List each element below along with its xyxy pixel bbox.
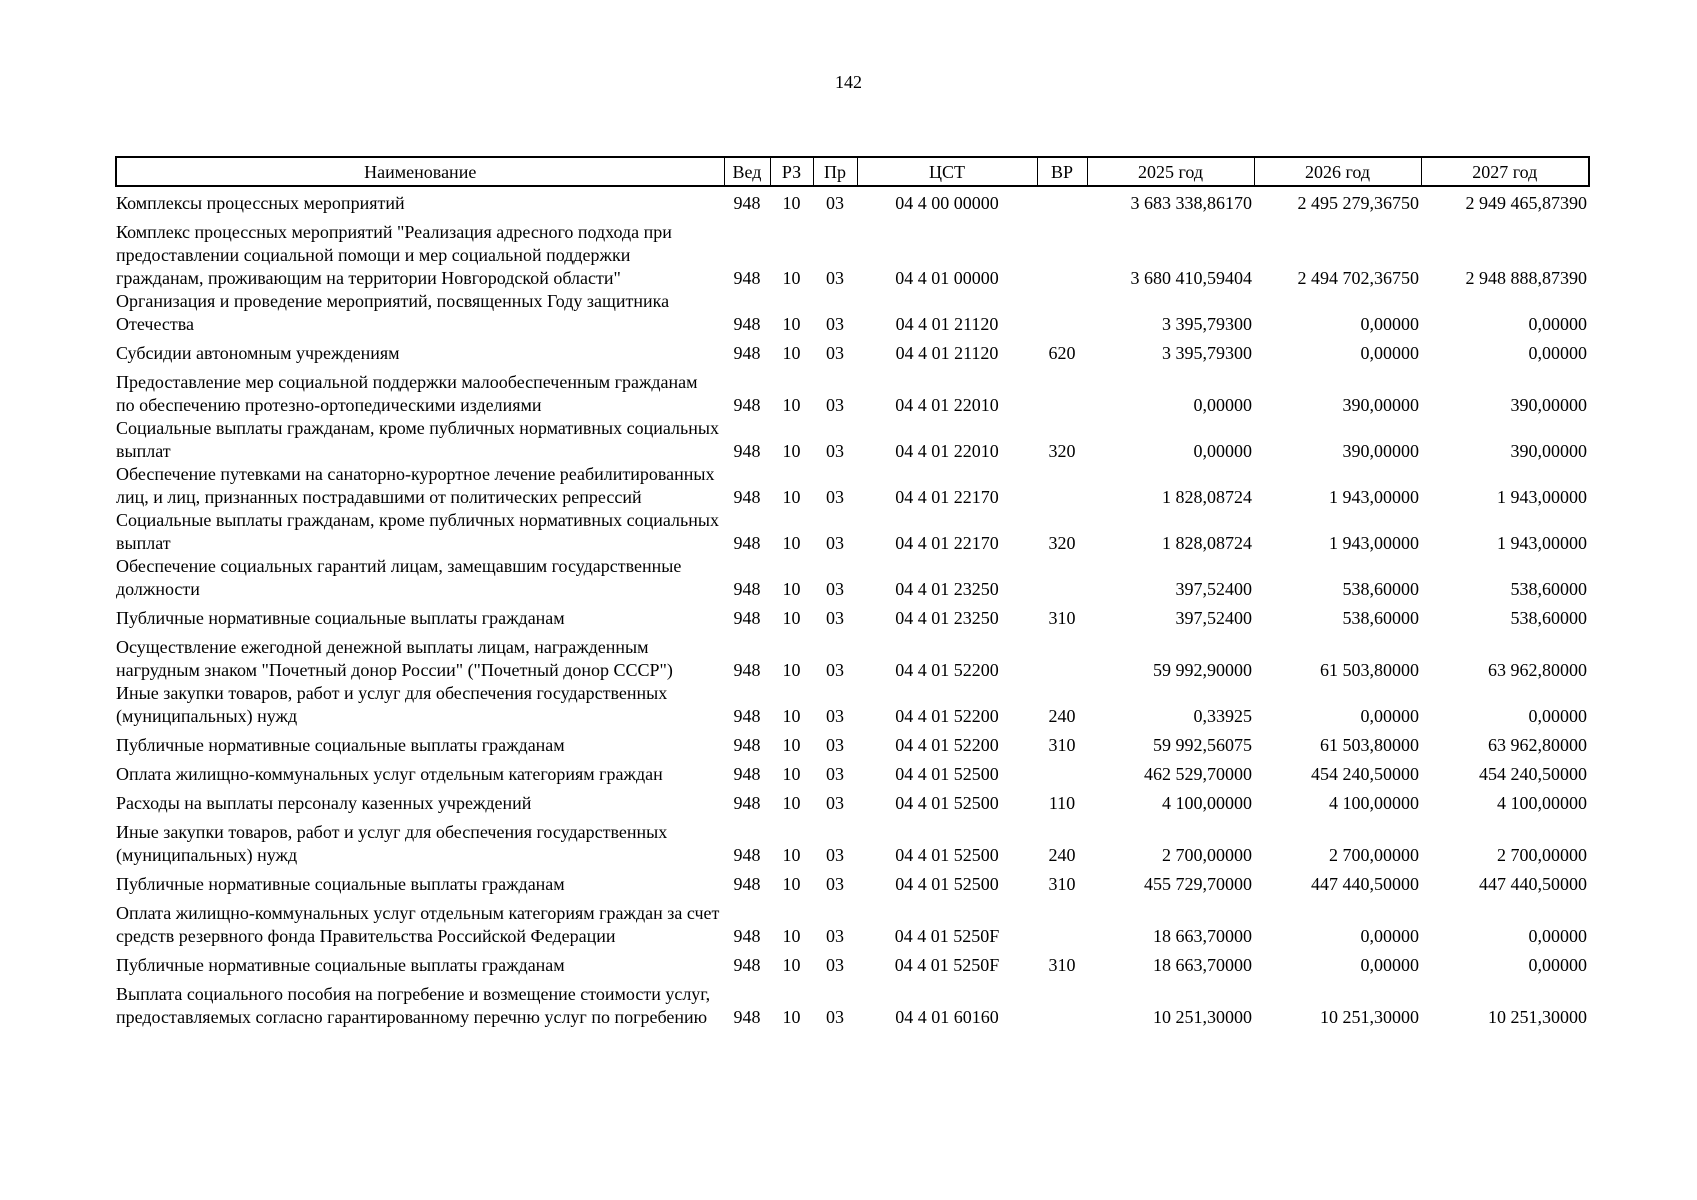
row-name: Иные закупки товаров, работ и услуг для обеспечения государственных (муниципальных) нужд <box>116 683 668 726</box>
row-2027: 2 949 465,87390 <box>1465 193 1587 213</box>
row-cst: 04 4 01 52500 <box>895 845 999 865</box>
row-name: Субсидии автономным учреждениям <box>116 343 400 363</box>
row-cst: 04 4 01 52500 <box>895 874 999 894</box>
row-pr: 03 <box>826 533 844 553</box>
row-pr: 03 <box>826 193 844 213</box>
table-header-row <box>116 157 1589 186</box>
row-vr <box>1037 290 1087 336</box>
row-vr: 310 <box>1048 874 1076 894</box>
row-name: Публичные нормативные социальные выплаты гражданам <box>116 608 565 628</box>
row-2027: 10 251,30000 <box>1488 1007 1587 1027</box>
row-2025: 4 100,00000 <box>1162 793 1252 813</box>
row-pr: 03 <box>826 343 844 363</box>
row-rz: 10 <box>782 706 801 726</box>
row-ved: 948 <box>733 955 761 975</box>
table-row <box>116 186 1589 215</box>
row-2027: 1 943,00000 <box>1497 487 1587 507</box>
row-ved: 948 <box>733 764 761 784</box>
row-pr: 03 <box>826 845 844 865</box>
page-number: 142 <box>835 72 862 92</box>
row-2026: 390,00000 <box>1342 395 1419 415</box>
row-2026: 447 440,50000 <box>1311 874 1419 894</box>
row-ved: 948 <box>733 706 761 726</box>
row-name: Иные закупки товаров, работ и услуг для обеспечения государственных (муниципальных) нужд <box>116 822 668 865</box>
header-rz: РЗ <box>770 157 813 186</box>
table-row <box>116 417 1589 463</box>
row-2027: 0,00000 <box>1528 314 1587 334</box>
row-2026: 0,00000 <box>1360 926 1419 946</box>
row-pr: 03 <box>826 487 844 507</box>
table-row <box>116 757 1589 786</box>
row-rz: 10 <box>782 533 801 553</box>
row-rz: 10 <box>782 1007 801 1027</box>
row-pr: 03 <box>826 660 844 680</box>
row-cst: 04 4 01 21120 <box>895 343 999 363</box>
row-rz: 10 <box>782 926 801 946</box>
row-cst: 04 4 01 5250F <box>894 926 1000 946</box>
row-2026: 2 495 279,36750 <box>1297 193 1419 213</box>
row-name: Публичные нормативные социальные выплаты гражданам <box>116 874 565 894</box>
row-name: Комплексы процессных мероприятий <box>116 193 405 213</box>
row-name: Организация и проведение мероприятий, посвященных Году защитника Отечества <box>116 291 670 334</box>
row-ved: 948 <box>733 268 761 288</box>
table-row <box>116 948 1589 977</box>
header-pr: Пр <box>813 157 857 186</box>
table-row <box>116 509 1589 555</box>
table-row <box>116 555 1589 601</box>
row-2025: 397,52400 <box>1175 579 1252 599</box>
row-2027: 538,60000 <box>1510 579 1587 599</box>
budget-table <box>115 156 1590 1029</box>
row-2027: 63 962,80000 <box>1488 735 1587 755</box>
row-pr: 03 <box>826 955 844 975</box>
table-row <box>116 630 1589 682</box>
table-row <box>116 365 1589 417</box>
row-rz: 10 <box>782 793 801 813</box>
row-pr: 03 <box>826 579 844 599</box>
row-2025: 455 729,70000 <box>1144 874 1252 894</box>
row-2027: 454 240,50000 <box>1479 764 1587 784</box>
table-row <box>116 215 1589 290</box>
row-2025: 2 700,00000 <box>1162 845 1252 865</box>
row-2027: 0,00000 <box>1528 706 1587 726</box>
row-2027: 0,00000 <box>1528 926 1587 946</box>
row-2025: 3 680 410,59404 <box>1130 268 1252 288</box>
row-2027: 4 100,00000 <box>1497 793 1587 813</box>
row-cst: 04 4 00 00000 <box>895 193 999 213</box>
row-vr: 240 <box>1048 845 1076 865</box>
row-pr: 03 <box>826 268 844 288</box>
row-2025: 397,52400 <box>1175 608 1252 628</box>
row-name: Расходы на выплаты персоналу казенных учреждений <box>116 793 532 813</box>
row-rz: 10 <box>782 487 801 507</box>
row-rz: 10 <box>782 764 801 784</box>
row-2025: 18 663,70000 <box>1153 926 1252 946</box>
row-rz: 10 <box>782 955 801 975</box>
row-pr: 03 <box>826 764 844 784</box>
row-ved: 948 <box>733 735 761 755</box>
row-rz: 10 <box>782 343 801 363</box>
row-ved: 948 <box>733 314 761 334</box>
row-cst: 04 4 01 23250 <box>895 608 999 628</box>
header-cst: ЦСТ <box>857 157 1037 186</box>
row-rz: 10 <box>782 579 801 599</box>
row-ved: 948 <box>733 487 761 507</box>
row-cst: 04 4 01 22010 <box>895 395 999 415</box>
row-vr <box>1037 630 1087 682</box>
row-vr: 310 <box>1048 608 1076 628</box>
table-row <box>116 601 1589 630</box>
row-pr: 03 <box>826 706 844 726</box>
row-2025: 3 683 338,86170 <box>1130 193 1252 213</box>
row-ved: 948 <box>733 533 761 553</box>
row-name: Оплата жилищно-коммунальных услуг отдельным категориям граждан за счет средств резервного фонда Правительства Российской Федерации <box>116 903 720 946</box>
row-ved: 948 <box>733 193 761 213</box>
row-cst: 04 4 01 52200 <box>895 735 999 755</box>
row-name: Осуществление ежегодной денежной выплаты лицам, награжденным нагрудным знаком "Почетный донор России" ("Почетный донор СССР") <box>116 637 673 680</box>
row-2026: 4 100,00000 <box>1329 793 1419 813</box>
table-row <box>116 815 1589 867</box>
row-cst: 04 4 01 23250 <box>895 579 999 599</box>
table-row <box>116 786 1589 815</box>
row-2025: 3 395,79300 <box>1162 343 1252 363</box>
row-2025: 0,00000 <box>1193 441 1252 461</box>
row-vr <box>1037 896 1087 948</box>
row-rz: 10 <box>782 660 801 680</box>
row-2025: 462 529,70000 <box>1144 764 1252 784</box>
row-ved: 948 <box>733 1007 761 1027</box>
row-2026: 0,00000 <box>1360 955 1419 975</box>
row-name: Обеспечение путевками на санаторно-курортное лечение реабилитированных лиц, и лиц, признанных пострадавшими от политических репрессий <box>116 464 715 507</box>
row-2025: 1 828,08724 <box>1162 487 1252 507</box>
row-cst: 04 4 01 52200 <box>895 706 999 726</box>
row-cst: 04 4 01 60160 <box>895 1007 999 1027</box>
row-2026: 538,60000 <box>1342 579 1419 599</box>
row-rz: 10 <box>782 314 801 334</box>
header-2026: 2026 год <box>1254 157 1421 186</box>
row-2026: 61 503,80000 <box>1320 660 1419 680</box>
table-row <box>116 336 1589 365</box>
row-2025: 59 992,90000 <box>1153 660 1252 680</box>
row-vr <box>1037 215 1087 290</box>
row-name: Комплекс процессных мероприятий "Реализация адресного подхода при предоставлении социальной помощи и мер социальной поддержки гражданам, проживающим на территории Новгородской области" <box>116 222 672 288</box>
table-row <box>116 290 1589 336</box>
row-cst: 04 4 01 00000 <box>895 268 999 288</box>
row-rz: 10 <box>782 395 801 415</box>
header-2025: 2025 год <box>1087 157 1254 186</box>
row-name: Публичные нормативные социальные выплаты гражданам <box>116 955 565 975</box>
row-pr: 03 <box>826 1007 844 1027</box>
row-2026: 61 503,80000 <box>1320 735 1419 755</box>
row-vr: 110 <box>1048 793 1076 813</box>
row-cst: 04 4 01 5250F <box>894 955 1000 975</box>
table-row <box>116 463 1589 509</box>
row-pr: 03 <box>826 874 844 894</box>
header-vr: ВР <box>1037 157 1087 186</box>
row-rz: 10 <box>782 193 801 213</box>
row-2027: 390,00000 <box>1510 441 1587 461</box>
row-ved: 948 <box>733 441 761 461</box>
row-pr: 03 <box>826 735 844 755</box>
table-row <box>116 728 1589 757</box>
row-2027: 447 440,50000 <box>1479 874 1587 894</box>
row-vr <box>1037 555 1087 601</box>
row-2026: 0,00000 <box>1360 314 1419 334</box>
row-2026: 0,00000 <box>1360 343 1419 363</box>
row-pr: 03 <box>826 926 844 946</box>
row-2026: 1 943,00000 <box>1329 533 1419 553</box>
row-rz: 10 <box>782 874 801 894</box>
row-2025: 0,33925 <box>1193 706 1252 726</box>
row-2027: 0,00000 <box>1528 343 1587 363</box>
row-2026: 2 494 702,36750 <box>1297 268 1419 288</box>
row-cst: 04 4 01 52500 <box>895 764 999 784</box>
row-cst: 04 4 01 22170 <box>895 487 999 507</box>
row-pr: 03 <box>826 314 844 334</box>
row-name: Публичные нормативные социальные выплаты гражданам <box>116 735 565 755</box>
row-rz: 10 <box>782 441 801 461</box>
row-vr <box>1037 757 1087 786</box>
row-ved: 948 <box>733 793 761 813</box>
row-cst: 04 4 01 52500 <box>895 793 999 813</box>
row-cst: 04 4 01 22170 <box>895 533 999 553</box>
row-2026: 2 700,00000 <box>1329 845 1419 865</box>
row-rz: 10 <box>782 735 801 755</box>
row-2027: 2 700,00000 <box>1497 845 1587 865</box>
row-rz: 10 <box>782 608 801 628</box>
row-2027: 390,00000 <box>1510 395 1587 415</box>
row-vr: 320 <box>1048 533 1076 553</box>
row-vr: 620 <box>1048 343 1076 363</box>
row-2026: 390,00000 <box>1342 441 1419 461</box>
row-pr: 03 <box>826 793 844 813</box>
row-2026: 0,00000 <box>1360 706 1419 726</box>
row-pr: 03 <box>826 395 844 415</box>
header-name: Наименование <box>116 157 724 186</box>
row-name: Социальные выплаты гражданам, кроме публичных нормативных социальных выплат <box>116 418 719 461</box>
table-row <box>116 682 1589 728</box>
row-name: Социальные выплаты гражданам, кроме публичных нормативных социальных выплат <box>116 510 719 553</box>
row-2027: 63 962,80000 <box>1488 660 1587 680</box>
row-2027: 1 943,00000 <box>1497 533 1587 553</box>
row-2026: 538,60000 <box>1342 608 1419 628</box>
row-ved: 948 <box>733 926 761 946</box>
row-vr <box>1037 463 1087 509</box>
row-2027: 0,00000 <box>1528 955 1587 975</box>
row-name: Обеспечение социальных гарантий лицам, замещавшим государственные должности <box>116 556 682 599</box>
table-row <box>116 977 1589 1029</box>
row-vr <box>1037 186 1087 215</box>
row-cst: 04 4 01 21120 <box>895 314 999 334</box>
row-pr: 03 <box>826 608 844 628</box>
row-rz: 10 <box>782 845 801 865</box>
row-vr <box>1037 977 1087 1029</box>
row-ved: 948 <box>733 660 761 680</box>
row-2025: 10 251,30000 <box>1153 1007 1252 1027</box>
row-name: Оплата жилищно-коммунальных услуг отдельным категориям граждан <box>116 764 663 784</box>
row-pr: 03 <box>826 441 844 461</box>
row-vr: 240 <box>1048 706 1076 726</box>
row-2026: 10 251,30000 <box>1320 1007 1419 1027</box>
row-rz: 10 <box>782 268 801 288</box>
table-row <box>116 896 1589 948</box>
row-name: Выплата социального пособия на погребение и возмещение стоимости услуг, предоставляемых согласно гарантированному перечню услуг по погребению <box>116 984 711 1027</box>
row-ved: 948 <box>733 395 761 415</box>
row-vr: 310 <box>1048 735 1076 755</box>
row-ved: 948 <box>733 608 761 628</box>
row-ved: 948 <box>733 845 761 865</box>
row-2025: 1 828,08724 <box>1162 533 1252 553</box>
table-row <box>116 867 1589 896</box>
row-2027: 2 948 888,87390 <box>1465 268 1587 288</box>
row-cst: 04 4 01 52200 <box>895 660 999 680</box>
row-vr <box>1037 365 1087 417</box>
row-2025: 3 395,79300 <box>1162 314 1252 334</box>
row-vr: 320 <box>1048 441 1076 461</box>
row-cst: 04 4 01 22010 <box>895 441 999 461</box>
row-name: Предоставление мер социальной поддержки малообеспеченным гражданам по обеспечению протезно-ортопедическими изделиями <box>116 372 698 415</box>
header-ved: Вед <box>724 157 770 186</box>
row-2026: 1 943,00000 <box>1329 487 1419 507</box>
row-ved: 948 <box>733 579 761 599</box>
row-2027: 538,60000 <box>1510 608 1587 628</box>
row-2025: 59 992,56075 <box>1153 735 1252 755</box>
row-2025: 18 663,70000 <box>1153 955 1252 975</box>
row-2026: 454 240,50000 <box>1311 764 1419 784</box>
row-2025: 0,00000 <box>1193 395 1252 415</box>
row-ved: 948 <box>733 874 761 894</box>
row-vr: 310 <box>1048 955 1076 975</box>
header-2027: 2027 год <box>1421 157 1589 186</box>
row-ved: 948 <box>733 343 761 363</box>
